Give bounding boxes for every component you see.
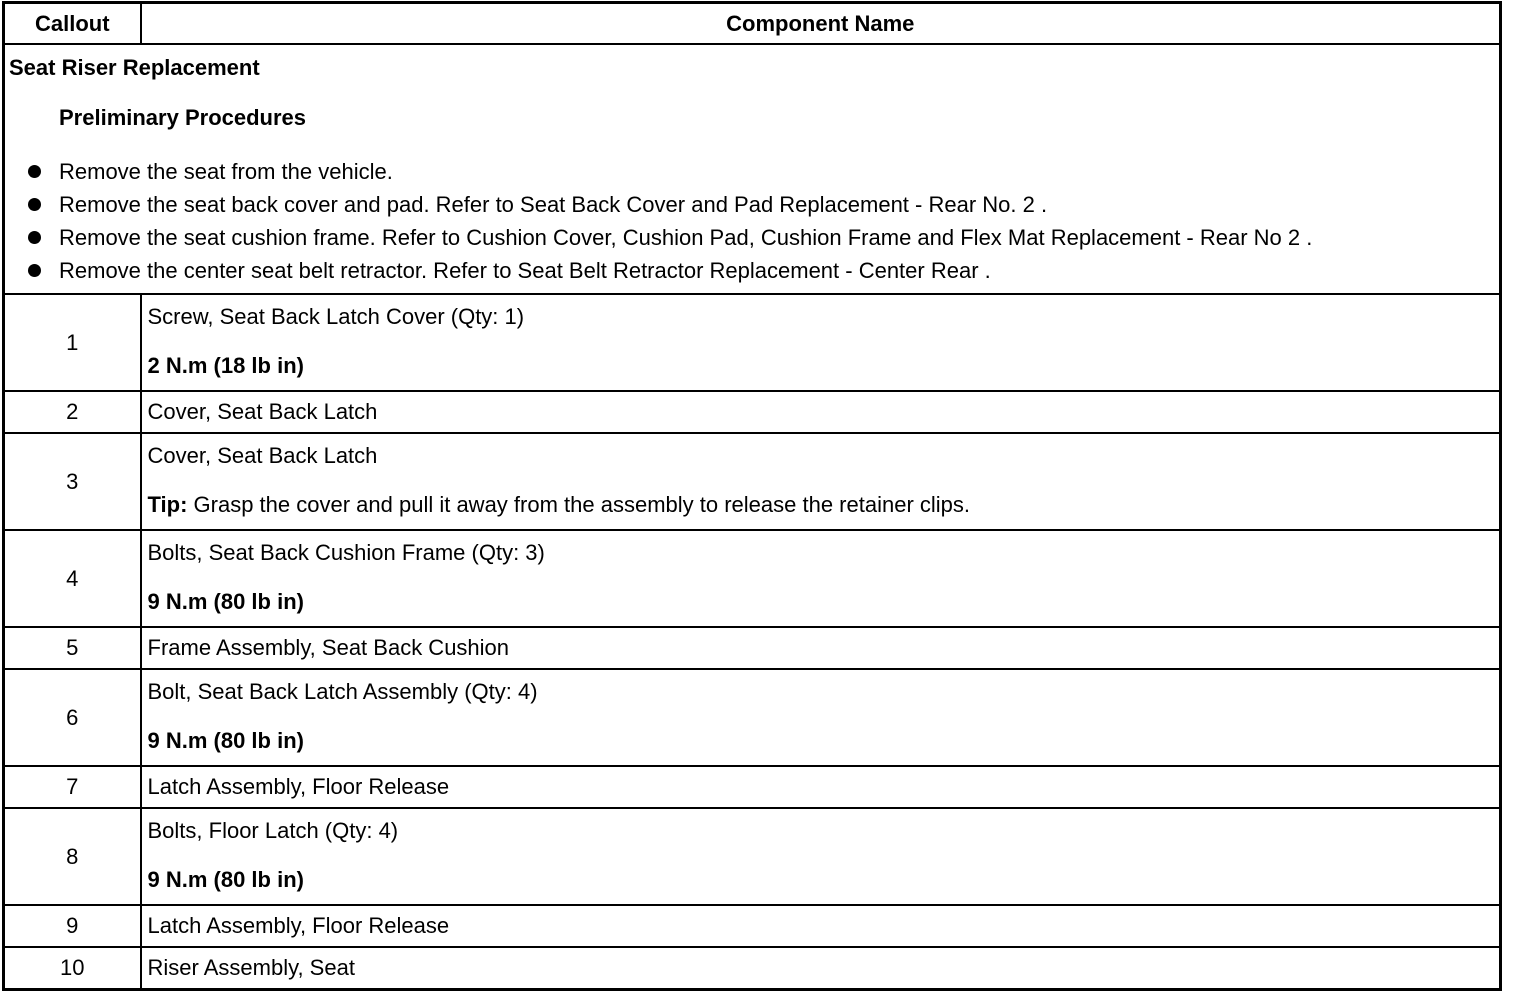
component-name: Cover, Seat Back Latch	[147, 443, 378, 468]
bullet-icon	[28, 165, 41, 178]
component-name: Latch Assembly, Floor Release	[141, 905, 1501, 947]
callout-number: 9	[4, 905, 141, 947]
callout-number: 2	[4, 391, 141, 433]
step-text: Remove the seat back cover and pad. Refer to Seat Back Cover and Pad Replacement - Rear No. 2 .	[59, 192, 1048, 217]
table-row	[4, 294, 1501, 391]
component-cell	[141, 433, 1501, 530]
table-row	[4, 905, 1501, 947]
bullet-icon	[28, 231, 41, 244]
preliminary-procedures-title: Preliminary Procedures	[59, 105, 307, 130]
table-row	[4, 808, 1501, 905]
section-row	[4, 44, 1501, 294]
callout-number: 3	[4, 433, 141, 530]
step-text: Remove the seat from the vehicle.	[59, 159, 393, 184]
callout-table	[2, 1, 1502, 991]
component-name: Cover, Seat Back Latch	[141, 391, 1501, 433]
list-item	[5, 155, 1499, 188]
tip-text: Grasp the cover and pull it away from the assembly to release the retainer clips.	[187, 492, 971, 517]
step-text: Remove the center seat belt retractor. Refer to Seat Belt Retractor Replacement - Center Rear .	[59, 258, 991, 283]
table-row	[4, 627, 1501, 669]
torque-spec: 9 N.m (80 lb in)	[147, 728, 304, 753]
component-name: Bolts, Seat Back Cushion Frame (Qty: 3)	[147, 540, 545, 565]
callout-number: 6	[4, 669, 141, 766]
component-cell	[141, 808, 1501, 905]
list-item	[5, 221, 1499, 254]
table-row	[4, 669, 1501, 766]
table-header-row	[4, 3, 1501, 45]
component-name: Frame Assembly, Seat Back Cushion	[141, 627, 1501, 669]
section-title: Seat Riser Replacement	[9, 55, 260, 80]
torque-spec: 2 N.m (18 lb in)	[147, 353, 304, 378]
component-name: Screw, Seat Back Latch Cover (Qty: 1)	[147, 304, 525, 329]
callout-number: 10	[4, 947, 141, 990]
table-row	[4, 766, 1501, 808]
component-cell	[141, 530, 1501, 627]
bullet-icon	[28, 264, 41, 277]
component-name: Bolts, Floor Latch (Qty: 4)	[147, 818, 399, 843]
table-row	[4, 530, 1501, 627]
callout-column-header: Callout	[4, 3, 141, 45]
tip-label: Tip:	[147, 492, 188, 517]
component-name-column-header: Component Name	[141, 3, 1501, 45]
tip-note	[148, 478, 1500, 528]
list-item	[5, 254, 1499, 287]
callout-number: 8	[4, 808, 141, 905]
table-row	[4, 947, 1501, 990]
callout-number: 1	[4, 294, 141, 391]
table-row	[4, 391, 1501, 433]
section-cell	[4, 44, 1501, 294]
component-name: Bolt, Seat Back Latch Assembly (Qty: 4)	[147, 679, 538, 704]
torque-spec: 9 N.m (80 lb in)	[147, 867, 304, 892]
callout-number: 4	[4, 530, 141, 627]
step-text: Remove the seat cushion frame. Refer to Cushion Cover, Cushion Pad, Cushion Frame and Flex Mat Replacement - Rear No 2 .	[59, 225, 1313, 250]
table-row	[4, 433, 1501, 530]
bullet-icon	[28, 198, 41, 211]
callout-number: 7	[4, 766, 141, 808]
callout-number: 5	[4, 627, 141, 669]
list-item	[5, 188, 1499, 221]
component-name: Latch Assembly, Floor Release	[141, 766, 1501, 808]
torque-spec: 9 N.m (80 lb in)	[147, 589, 304, 614]
component-name: Riser Assembly, Seat	[141, 947, 1501, 990]
component-cell	[141, 294, 1501, 391]
component-cell	[141, 669, 1501, 766]
preliminary-steps-list	[5, 155, 1499, 287]
